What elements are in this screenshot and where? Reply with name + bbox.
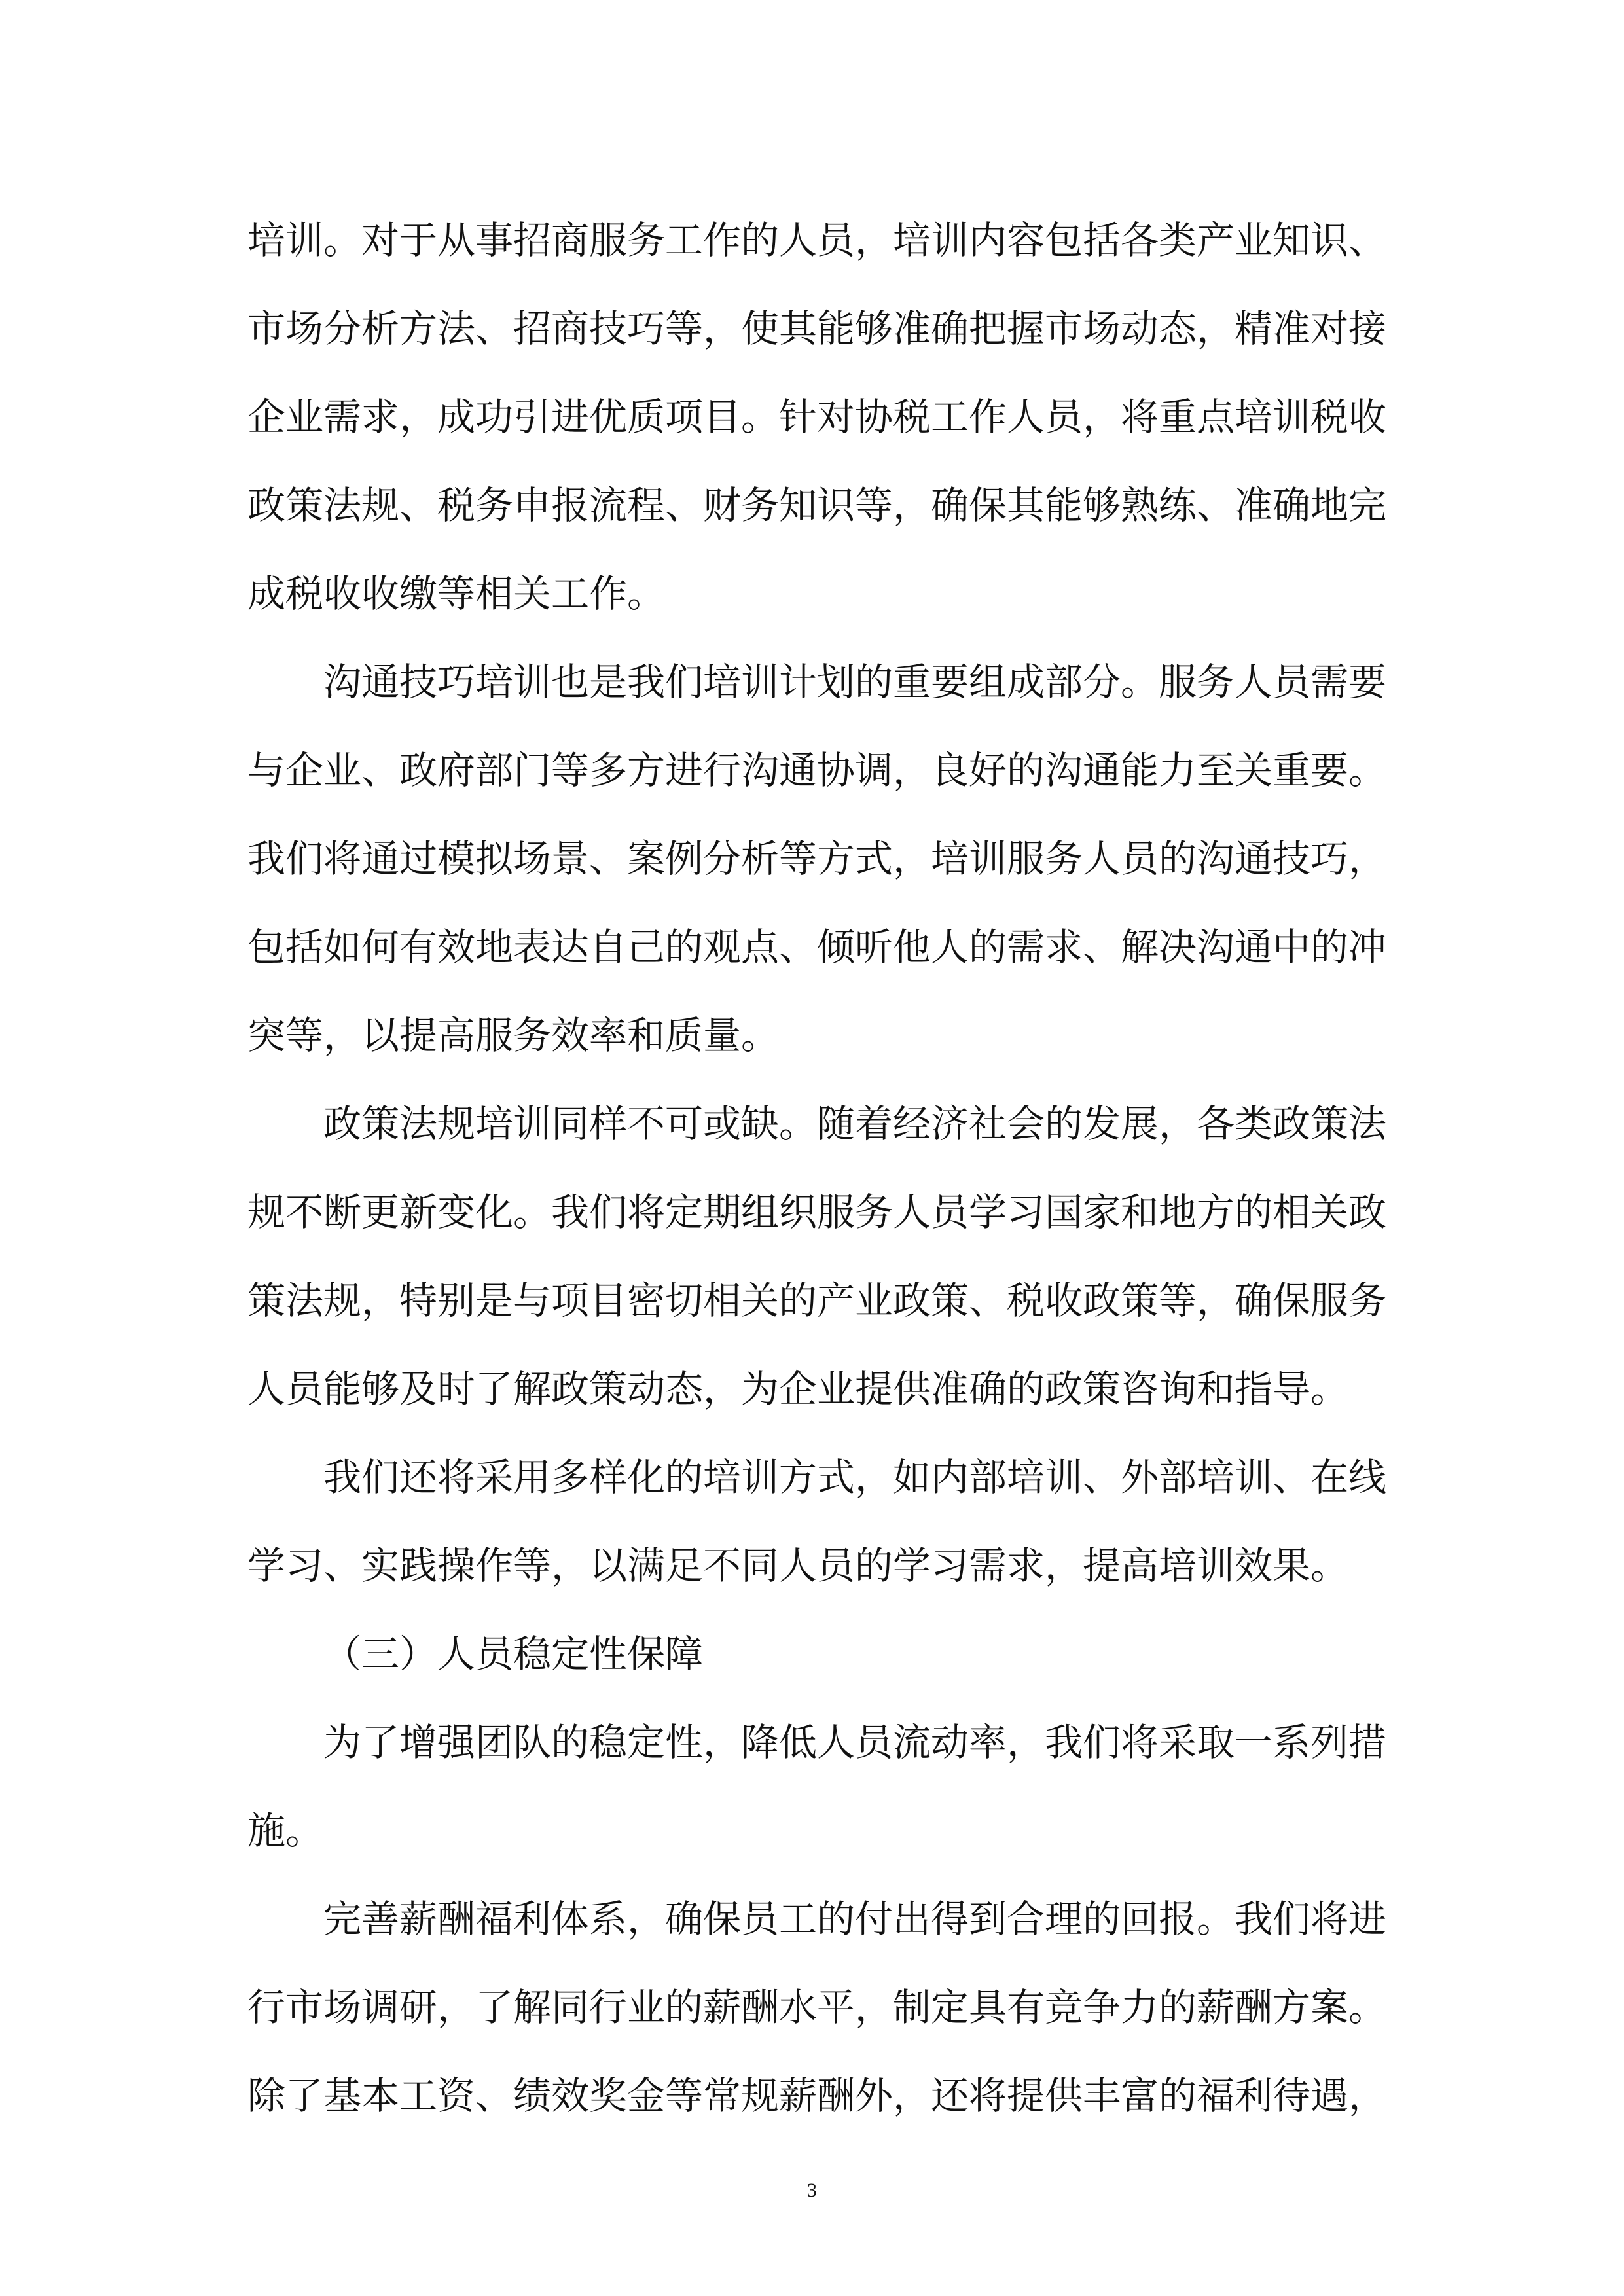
text-line: 培训。对于从事招商服务工作的人员，培训内容包括各类产业知识、 [247, 218, 1386, 262]
text-line: 包括如何有效地表达自己的观点、倾听他人的需求、解决沟通中的冲 [247, 925, 1386, 969]
text-line: 我们将通过模拟场景、案例分析等方式，培训服务人员的沟通技巧， [247, 836, 1386, 881]
text-line: 政策法规、税务申报流程、财务知识等，确保其能够熟练、准确地完 [247, 483, 1386, 528]
text-line: 行市场调研，了解同行业的薪酬水平，制定具有竞争力的薪酬方案。 [247, 1985, 1386, 2030]
text-line: 市场分析方法、招商技巧等，使其能够准确把握市场动态，精准对接 [247, 306, 1386, 351]
paragraph-training-methods [247, 1433, 1386, 1610]
text-line: 政策法规培训同样不可或缺。随着经济社会的发展，各类政策法 [323, 1102, 1386, 1146]
text-line: 规不断更新变化。我们将定期组织服务人员学习国家和地方的相关政 [247, 1190, 1386, 1234]
text-line: 人员能够及时了解政策动态，为企业提供准确的政策咨询和指导。 [247, 1367, 1349, 1411]
text-line: 施。 [247, 1808, 324, 1853]
paragraph-stability-intro [247, 1698, 1386, 1875]
paragraph-communication-training [247, 638, 1386, 1080]
document-body [247, 196, 1386, 2140]
text-line: 为了增强团队的稳定性，降低人员流动率，我们将采取一系列措 [323, 1720, 1386, 1765]
page-number: 3 [807, 2179, 817, 2201]
text-line: 企业需求，成功引进优质项目。针对协税工作人员，将重点培训税收 [247, 395, 1386, 439]
text-line: 策法规，特别是与项目密切相关的产业政策、税收政策等，确保服务 [247, 1278, 1386, 1323]
text-line: 成税收收缴等相关工作。 [247, 571, 666, 616]
text-line: 学习、实践操作等，以满足不同人员的学习需求，提高培训效果。 [247, 1543, 1349, 1588]
section-heading: （三）人员稳定性保障 [323, 1632, 704, 1676]
paragraph-compensation [247, 1875, 1386, 2140]
text-line: 完善薪酬福利体系，确保员工的付出得到合理的回报。我们将进 [323, 1897, 1386, 1941]
paragraph-policy-training [247, 1080, 1386, 1433]
paragraph-training-content [247, 196, 1386, 638]
text-line: 除了基本工资、绩效奖金等常规薪酬外，还将提供丰富的福利待遇， [247, 2073, 1386, 2118]
text-line: 我们还将采用多样化的培训方式，如内部培训、外部培训、在线 [323, 1455, 1386, 1499]
text-line: 与企业、政府部门等多方进行沟通协调，良好的沟通能力至关重要。 [247, 748, 1386, 793]
text-line: 沟通技巧培训也是我们培训计划的重要组成部分。服务人员需要 [323, 660, 1386, 704]
text-line: 突等，以提高服务效率和质量。 [247, 1013, 780, 1058]
